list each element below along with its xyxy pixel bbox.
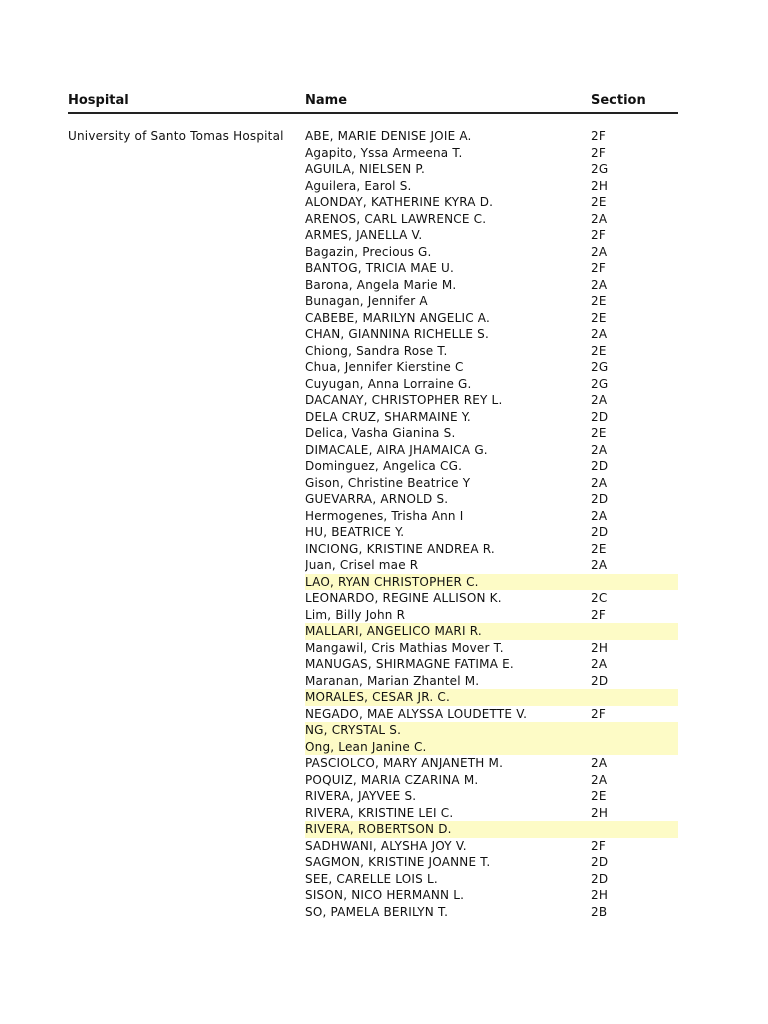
name-column-header: Name — [305, 93, 348, 108]
name-cell: INCIONG, KRISTINE ANDREA R. — [305, 541, 495, 556]
table-header — [68, 93, 678, 114]
name-cell: CHAN, GIANNINA RICHELLE S. — [305, 327, 490, 341]
hospital-cell — [68, 673, 305, 690]
section-cell: 2A — [591, 277, 608, 292]
hospital-cell — [68, 161, 305, 178]
hospital-column-header: Hospital — [68, 93, 129, 108]
section-cell — [591, 623, 678, 640]
section-cell: 2E — [591, 343, 607, 358]
hospital-cell — [68, 656, 305, 673]
name-cell: Aguilera, Earol S. — [305, 178, 412, 193]
table-row — [68, 607, 678, 624]
hospital-cell — [68, 788, 305, 805]
section-column-header: Section — [591, 93, 646, 108]
hospital-cell — [68, 689, 305, 706]
table-body — [68, 128, 678, 920]
hospital-cell — [68, 194, 305, 211]
name-cell: RIVERA, ROBERTSON D. — [305, 821, 591, 838]
section-cell: 2D — [591, 409, 609, 424]
table-row — [68, 772, 678, 789]
section-cell: 2A — [591, 244, 608, 259]
hospital-cell — [68, 722, 305, 739]
table-row — [68, 326, 678, 343]
hospital-cell — [68, 425, 305, 442]
hospital-cell — [68, 376, 305, 393]
table-row — [68, 343, 678, 360]
name-cell: HU, BEATRICE Y. — [305, 525, 405, 539]
section-cell: 2D — [591, 871, 609, 886]
table-row — [68, 854, 678, 871]
hospital-cell — [68, 442, 305, 459]
hospital-cell — [68, 310, 305, 327]
hospital-cell — [68, 343, 305, 360]
section-cell: 2A — [591, 211, 608, 226]
table-row — [68, 838, 678, 855]
table-row — [68, 491, 678, 508]
name-cell: Hermogenes, Trisha Ann I — [305, 508, 464, 523]
name-cell: SAGMON, KRISTINE JOANNE T. — [305, 855, 491, 869]
section-cell: 2G — [591, 376, 609, 391]
hospital-cell — [68, 904, 305, 921]
hospital-cell — [68, 524, 305, 541]
section-cell: 2A — [591, 756, 608, 770]
hospital-cell — [68, 739, 305, 756]
table-row — [68, 178, 678, 195]
section-cell: 2F — [591, 607, 606, 622]
name-cell: MORALES, CESAR JR. C. — [305, 689, 591, 706]
table-row — [68, 359, 678, 376]
section-cell: 2F — [591, 261, 606, 275]
hospital-cell — [68, 211, 305, 228]
hospital-cell — [68, 475, 305, 492]
section-cell: 2E — [591, 789, 607, 803]
hospital-cell — [68, 508, 305, 525]
section-cell: 2E — [591, 294, 607, 308]
table-row — [68, 293, 678, 310]
table-row — [68, 260, 678, 277]
section-cell: 2H — [591, 640, 609, 655]
table-row — [68, 508, 678, 525]
hospital-cell: University of Santo Tomas Hospital — [68, 129, 284, 143]
hospital-cell — [68, 887, 305, 904]
hospital-cell — [68, 326, 305, 343]
section-cell: 2D — [591, 525, 609, 539]
section-cell — [591, 739, 678, 756]
name-cell: Gison, Christine Beatrice Y — [305, 475, 471, 490]
section-cell: 2F — [591, 129, 606, 143]
table-row — [68, 227, 678, 244]
hospital-cell — [68, 392, 305, 409]
name-cell: Ong, Lean Janine C. — [305, 739, 591, 756]
table-row — [68, 409, 678, 426]
name-cell: AGUILA, NIELSEN P. — [305, 162, 425, 176]
name-cell: CABEBE, MARILYN ANGELIC A. — [305, 310, 490, 325]
table-row — [68, 590, 678, 607]
name-cell: Juan, Crisel mae R — [305, 558, 419, 572]
hospital-cell — [68, 805, 305, 822]
hospital-cell — [68, 590, 305, 607]
name-cell: ARMES, JANELLA V. — [305, 228, 423, 242]
table-row — [68, 541, 678, 558]
table-row — [68, 392, 678, 409]
section-cell: 2G — [591, 360, 609, 374]
hospital-cell — [68, 359, 305, 376]
section-cell: 2A — [591, 508, 608, 523]
name-cell: GUEVARRA, ARNOLD S. — [305, 492, 449, 506]
name-cell: ARENOS, CARL LAWRENCE C. — [305, 211, 487, 226]
section-cell: 2A — [591, 772, 608, 787]
name-cell: SO, PAMELA BERILYN T. — [305, 904, 449, 919]
name-cell: POQUIZ, MARIA CZARINA M. — [305, 772, 479, 787]
name-cell: Maranan, Marian Zhantel M. — [305, 673, 480, 688]
name-cell: MALLARI, ANGELICO MARI R. — [305, 623, 591, 640]
hospital-cell — [68, 557, 305, 574]
name-cell: DELA CRUZ, SHARMAINE Y. — [305, 409, 471, 424]
table-row — [68, 739, 678, 756]
section-cell: 2F — [591, 838, 606, 853]
section-cell: 2G — [591, 162, 609, 176]
table-row — [68, 128, 678, 145]
hospital-cell — [68, 227, 305, 244]
table-row — [68, 425, 678, 442]
table-row — [68, 310, 678, 327]
section-cell: 2A — [591, 558, 608, 572]
name-cell: DACANAY, CHRISTOPHER REY L. — [305, 393, 503, 407]
table-row — [68, 722, 678, 739]
table-row — [68, 145, 678, 162]
hospital-cell — [68, 607, 305, 624]
name-cell: Cuyugan, Anna Lorraine G. — [305, 376, 472, 391]
hospital-cell — [68, 640, 305, 657]
name-cell: SEE, CARELLE LOIS L. — [305, 871, 438, 886]
name-cell: NG, CRYSTAL S. — [305, 722, 591, 739]
name-cell: SISON, NICO HERMANN L. — [305, 888, 465, 902]
name-cell: LAO, RYAN CHRISTOPHER C. — [305, 574, 591, 591]
hospital-cell — [68, 541, 305, 558]
hospital-cell — [68, 244, 305, 261]
name-cell: ALONDAY, KATHERINE KYRA D. — [305, 195, 494, 209]
section-cell — [591, 574, 678, 591]
hospital-cell — [68, 293, 305, 310]
table-row — [68, 706, 678, 723]
name-cell: NEGADO, MAE ALYSSA LOUDETTE V. — [305, 706, 528, 721]
table-row — [68, 211, 678, 228]
hospital-cell — [68, 821, 305, 838]
table-row — [68, 871, 678, 888]
name-cell: RIVERA, JAYVEE S. — [305, 789, 417, 803]
section-cell — [591, 689, 678, 706]
name-cell: Bagazin, Precious G. — [305, 244, 432, 259]
name-cell: LEONARDO, REGINE ALLISON K. — [305, 591, 502, 605]
section-cell: 2D — [591, 492, 609, 506]
section-cell: 2A — [591, 657, 608, 671]
hospital-cell — [68, 706, 305, 723]
hospital-cell — [68, 574, 305, 591]
name-cell: BANTOG, TRICIA MAE U. — [305, 261, 455, 275]
name-cell: DIMACALE, AIRA JHAMAICA G. — [305, 442, 488, 457]
name-cell: Bunagan, Jennifer A — [305, 294, 428, 308]
table-row — [68, 458, 678, 475]
table-row — [68, 475, 678, 492]
section-cell: 2A — [591, 327, 608, 341]
name-cell: SADHWANI, ALYSHA JOY V. — [305, 838, 467, 853]
table-row — [68, 673, 678, 690]
hospital-cell — [68, 277, 305, 294]
hospital-cell — [68, 409, 305, 426]
table-row — [68, 277, 678, 294]
section-cell: 2A — [591, 475, 608, 490]
name-cell: MANUGAS, SHIRMAGNE FATIMA E. — [305, 657, 514, 671]
hospital-cell — [68, 178, 305, 195]
hospital-cell — [68, 755, 305, 772]
section-cell: 2D — [591, 855, 609, 869]
hospital-cell — [68, 772, 305, 789]
section-cell: 2H — [591, 178, 609, 193]
hospital-cell — [68, 854, 305, 871]
name-cell: Lim, Billy John R — [305, 607, 406, 622]
hospital-cell — [68, 623, 305, 640]
table-row — [68, 442, 678, 459]
hospital-cell — [68, 260, 305, 277]
hospital-cell — [68, 491, 305, 508]
name-cell: Barona, Angela Marie M. — [305, 277, 457, 292]
table-row — [68, 524, 678, 541]
table-row — [68, 161, 678, 178]
name-cell: Mangawil, Cris Mathias Mover T. — [305, 640, 504, 655]
section-cell: 2H — [591, 888, 609, 902]
hospital-cell — [68, 458, 305, 475]
table-row — [68, 574, 678, 591]
table-row — [68, 821, 678, 838]
table-row — [68, 689, 678, 706]
table-row — [68, 623, 678, 640]
table-row — [68, 887, 678, 904]
roster-table — [68, 93, 678, 920]
name-cell: Agapito, Yssa Armeena T. — [305, 145, 463, 160]
name-cell: Chua, Jennifer Kierstine C — [305, 360, 464, 374]
section-cell: 2H — [591, 805, 609, 820]
hospital-cell — [68, 838, 305, 855]
section-cell: 2E — [591, 541, 607, 556]
table-row — [68, 557, 678, 574]
section-cell: 2E — [591, 195, 607, 209]
table-row — [68, 904, 678, 921]
hospital-cell — [68, 145, 305, 162]
section-cell: 2F — [591, 145, 606, 160]
section-cell: 2A — [591, 442, 608, 457]
table-row — [68, 656, 678, 673]
section-cell: 2D — [591, 459, 609, 473]
name-cell: Chiong, Sandra Rose T. — [305, 343, 448, 358]
table-row — [68, 805, 678, 822]
section-cell: 2E — [591, 426, 607, 440]
section-cell: 2D — [591, 673, 609, 688]
name-cell: Dominguez, Angelica CG. — [305, 459, 463, 473]
section-cell: 2F — [591, 706, 606, 721]
table-row — [68, 788, 678, 805]
name-cell: RIVERA, KRISTINE LEI C. — [305, 805, 454, 820]
table-row — [68, 194, 678, 211]
section-cell — [591, 821, 678, 838]
section-cell: 2C — [591, 591, 608, 605]
section-cell: 2E — [591, 310, 607, 325]
table-row — [68, 244, 678, 261]
hospital-cell — [68, 871, 305, 888]
section-cell — [591, 722, 678, 739]
table-row — [68, 755, 678, 772]
section-cell: 2B — [591, 904, 608, 919]
table-row — [68, 640, 678, 657]
section-cell: 2F — [591, 228, 606, 242]
name-cell: PASCIOLCO, MARY ANJANETH M. — [305, 756, 504, 770]
table-row — [68, 376, 678, 393]
name-cell: ABE, MARIE DENISE JOIE A. — [305, 129, 472, 143]
name-cell: Delica, Vasha Gianina S. — [305, 426, 456, 440]
section-cell: 2A — [591, 393, 608, 407]
